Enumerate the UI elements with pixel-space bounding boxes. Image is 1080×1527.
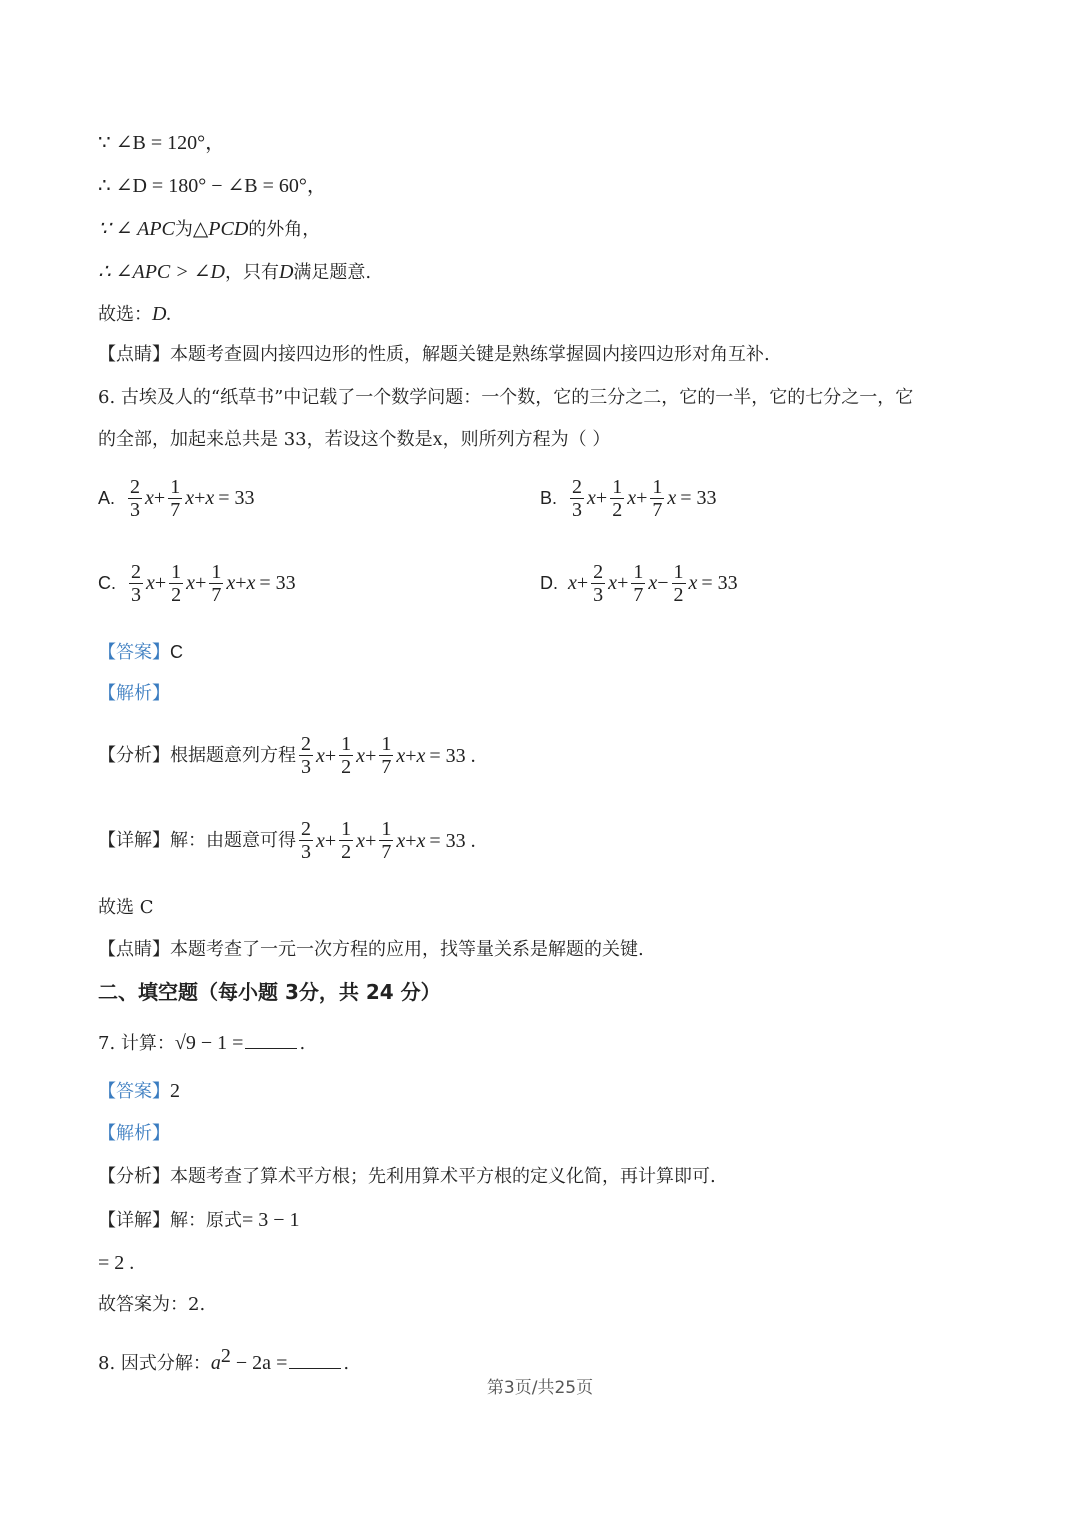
frac-1-7: $\frac{1}{7}$	[381, 818, 392, 863]
q6-stem-a: 的全部，加起来总共是 33，若设这个数是	[98, 429, 433, 450]
q6-fenxi	[98, 733, 476, 778]
q7-blank[interactable]	[245, 1032, 297, 1049]
equals-33: = 33 .	[429, 829, 476, 852]
fenxi-tag: 【分析】	[98, 744, 170, 766]
q7-expr: √9 − 1 =	[174, 1032, 244, 1054]
frac-1-2: $\frac{1}{2}$	[341, 733, 352, 778]
q7-stem-text: 7. 计算：	[98, 1033, 175, 1054]
plus: +	[595, 487, 608, 509]
q7-stem	[98, 1030, 305, 1057]
var-x: x	[316, 744, 325, 767]
answer-value: C	[170, 642, 183, 662]
q6-stem-line2	[98, 426, 610, 453]
inequality: ∴ ∠APC > ∠D	[98, 261, 225, 283]
plus: +	[195, 572, 207, 594]
var-x: x	[587, 487, 596, 509]
frac-2-3: $\frac{2}{3}$	[301, 733, 311, 778]
dianjing-5: 【点睛】本题考查圆内接四边形的性质，解题关键是熟练掌握圆内接四边形对角互补.	[98, 344, 770, 365]
option-d-label: D.	[540, 573, 558, 593]
var-x: x	[667, 487, 677, 509]
var-x: x	[416, 829, 426, 852]
var-x: x	[568, 572, 577, 594]
equals-33: = 33	[701, 572, 738, 594]
plus: +	[576, 572, 589, 594]
plus: +	[153, 487, 166, 509]
q7-final: 故答案为：2.	[98, 1294, 206, 1315]
text-wei: 为	[174, 219, 193, 240]
option-a-label: A.	[98, 488, 116, 508]
fenxi-text: 根据题意列方程	[170, 744, 296, 766]
plus: +	[154, 572, 167, 594]
plus: +	[365, 744, 377, 767]
q7-step2: = 2 .	[98, 1252, 135, 1274]
text-only: ，只有	[224, 262, 279, 283]
frac-1-2: $\frac{1}{2}$	[341, 818, 352, 863]
equals-33: = 33	[218, 487, 255, 509]
text-exterior: 的外角，	[248, 219, 321, 240]
frac-2-3: $\frac{2}{3}$	[131, 561, 141, 606]
q8-stem-text: 8. 因式分解：	[98, 1353, 211, 1374]
plus: +	[617, 572, 629, 594]
letter-d: D	[278, 261, 294, 283]
q7-analysis-tag: 【解析】	[98, 1123, 170, 1144]
var-x: x	[185, 487, 195, 509]
var-x: x	[416, 744, 426, 767]
frac-2-3: $\frac{2}{3}$	[572, 476, 583, 521]
equals-33: = 33 .	[429, 744, 476, 767]
q6-answer	[98, 639, 183, 666]
option-b-label: B.	[540, 488, 558, 508]
q6-var: x	[432, 428, 443, 450]
var-x: x	[396, 829, 406, 852]
frac-1-2: $\frac{1}{2}$	[673, 561, 684, 606]
answer-value: 2	[170, 1080, 180, 1102]
step-angle-d: ∴ ∠D = 180° − ∠B = 60°，	[98, 175, 327, 197]
q6-stem-line1: 6. 古埃及人的“纸草书”中记载了一个数学问题：一个数，它的三分之二，它的一半，它的七分之一，它	[98, 387, 914, 408]
q8-stem	[98, 1343, 349, 1377]
plus: +	[405, 744, 417, 767]
frac-2-3: $\frac{2}{3}$	[130, 476, 141, 521]
option-c-label: C.	[98, 573, 116, 593]
minus: −	[657, 572, 669, 594]
frac-1-7: $\frac{1}{7}$	[211, 561, 222, 606]
var-x: x	[356, 744, 366, 767]
q7-dot: .	[299, 1033, 306, 1054]
var-x: x	[356, 829, 366, 852]
frac-2-3: $\frac{2}{3}$	[301, 818, 311, 863]
frac-1-2: $\frac{1}{2}$	[171, 561, 182, 606]
choose-label: 故选：	[98, 304, 152, 325]
q7-answer	[98, 1078, 180, 1105]
q8-exp: 2	[220, 1345, 231, 1367]
option-c[interactable]	[98, 561, 296, 606]
plus: +	[365, 829, 377, 852]
q8-var-a: a	[210, 1352, 221, 1374]
q6-stem-b: ，则所列方程为（ ）	[442, 429, 611, 450]
triangle-pcd: △PCD	[192, 218, 249, 240]
q6-choose: 故选 C	[98, 897, 154, 918]
choose-answer: D.	[152, 303, 172, 325]
plus: +	[194, 487, 206, 509]
var-x: x	[186, 572, 196, 594]
var-x: x	[627, 487, 637, 509]
frac-2-3: $\frac{2}{3}$	[593, 561, 604, 606]
answer-tag: 【答案】	[98, 1081, 170, 1102]
var-x: x	[246, 572, 256, 594]
q6-dianjing: 【点睛】本题考查了一元一次方程的应用，找等量关系是解题的关键.	[98, 939, 644, 960]
var-x: x	[226, 572, 236, 594]
var-x: x	[648, 572, 658, 594]
section-title: 二、填空题（每小题 3分，共 24 分）	[98, 980, 441, 1004]
option-b[interactable]	[540, 476, 717, 521]
var-x: x	[316, 829, 325, 852]
q7-fenxi: 【分析】本题考查了算术平方根；先利用算术平方根的定义化简，再计算即可.	[98, 1166, 716, 1187]
equals-33: = 33	[259, 572, 296, 594]
xiangjie-tag: 【详解】	[98, 829, 170, 851]
equals-33: = 33	[680, 487, 717, 509]
page-footer: 第3页/共25页	[486, 1378, 594, 1398]
plus: +	[324, 744, 337, 767]
xiangjie-text: 【详解】解：原式	[98, 1210, 242, 1231]
frac-1-7: $\frac{1}{7}$	[381, 733, 392, 778]
step-exterior-angle	[98, 216, 320, 243]
plus: +	[405, 829, 417, 852]
step-conclusion	[98, 259, 371, 286]
q7-xiangjie	[98, 1207, 300, 1234]
option-d[interactable]	[540, 561, 738, 606]
q8-expr: − 2a =	[230, 1352, 288, 1374]
q6-xiangjie	[98, 818, 476, 863]
var-x: x	[396, 744, 406, 767]
q6-analysis-tag: 【解析】	[98, 683, 170, 704]
choose-d	[98, 301, 171, 328]
frac-1-7: $\frac{1}{7}$	[652, 476, 663, 521]
answer-tag: 【答案】	[98, 642, 170, 663]
plus: +	[324, 829, 337, 852]
q8-dot: .	[343, 1353, 350, 1374]
var-x: x	[608, 572, 618, 594]
frac-1-7: $\frac{1}{7}$	[170, 476, 181, 521]
var-x: x	[688, 572, 698, 594]
var-x: x	[205, 487, 215, 509]
xiangjie-text: 解：由题意可得	[170, 829, 296, 851]
var-x: x	[146, 572, 155, 594]
xiangjie-expr: = 3 − 1	[242, 1209, 300, 1231]
angle-apc: ∵ ∠ APC	[98, 218, 175, 240]
var-x: x	[145, 487, 154, 509]
option-a[interactable]	[98, 476, 255, 521]
frac-1-2: $\frac{1}{2}$	[612, 476, 623, 521]
text-satisfy: 满足题意.	[293, 262, 372, 283]
plus: +	[235, 572, 247, 594]
q8-blank[interactable]	[289, 1352, 341, 1369]
step-angle-b: ∵ ∠B = 120°，	[98, 132, 226, 154]
frac-1-7: $\frac{1}{7}$	[633, 561, 644, 606]
plus: +	[636, 487, 648, 509]
